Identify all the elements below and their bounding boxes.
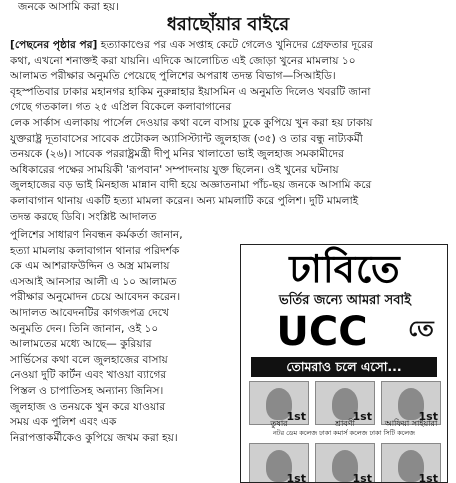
article-line-text: লেক সার্কাস এলাকায় পার্সেল দেওয়ার কথা বলে বাসায় ঢুকে কুপিয়ে খুন করা হয় ঢাকায় (10, 116, 373, 129)
previous-column-tail: জনকে আসামি করা হয়। (18, 1, 119, 13)
article-line-text: কলাবাগান থানায় একটি হত্যা মামলা করেন। অন্য মামলাটি করে পুলিশ। দুটি মামলাই (10, 194, 359, 207)
article-line (10, 178, 450, 194)
ad-subline: ভর্তির জন্যে আমরা সবাই (279, 293, 411, 308)
student-colleges: নটর ডেম কলেজ ঢাকা কমার্স কলেজ ঢাকা সিটি কলেজ (273, 429, 415, 437)
student-name: তুষার (270, 419, 288, 428)
article-line-text: তদন্ত করছে ডিবি। সংশ্লিষ্ট আদালত (10, 210, 157, 223)
rank-label: 1st (418, 410, 438, 423)
article-body (10, 38, 450, 225)
rank-label: 1st (286, 472, 306, 483)
rank-label: 1st (352, 472, 372, 483)
article-line-text: কথা, এখনো শনাক্তই করা যায়নি। এদিকে আলোচিত এই জোড়া খুনের মামলায় ১০ (10, 54, 356, 67)
advertisement-ucc (240, 244, 448, 483)
student-photo (315, 443, 375, 483)
column-line: জুলহাজ ও তনয়কে খুন করে যাওয়ার (10, 400, 166, 413)
column-line: এসআই আনসার আলী এ ১০ আলামত (10, 275, 177, 288)
rank-label: 1st (352, 410, 372, 423)
article-line (10, 116, 450, 132)
ad-brand-logo: UCC (276, 309, 368, 355)
column-line: সার্ভিসের কথা বলে জুলহাজের বাসায় (10, 353, 168, 366)
column-line: সময় এক পুলিশ এবং এক (10, 416, 117, 429)
student-photo (249, 443, 309, 483)
article-line-text: আলামত পরীক্ষার অনুমতি পেয়েছে পুলিশের অপরাধ তদন্ত বিভাগ—সিআইডি। (10, 70, 336, 83)
student-name: আফিয়া সাইয়ারা (384, 419, 438, 428)
article-line (10, 163, 450, 179)
article-line-text: অধিকারের পক্ষের সাময়িকী 'রূপবান' সম্পাদনায় যুক্ত ছিলেন। ওই খুনের ঘটনায় (10, 163, 339, 176)
column-line: নেওয়া দুটি কার্টন এবং খাওয়া ব্যাগের (10, 369, 167, 382)
student-photo (381, 443, 441, 483)
column-line: কে এম আশরাফউদ্দিন ও অস্ত্র মামলায় (10, 260, 170, 273)
rank-label: 1st (286, 410, 306, 423)
column-line: আদালত আবেদনটির কাগজপত্র দেখে (10, 306, 169, 319)
column-line: আলামতের মধ্যে আছে— কুরিয়ার (10, 338, 152, 351)
column-line: পিস্তল ও চাপাতিসহ অন্যান্য জিনিস। (10, 384, 164, 397)
column-line: হত্যা মামলায় কলাবাগান থানার পরিদর্শক (10, 244, 180, 257)
article-line-text: জুলহাজের বড় ভাই মিনহাজ মান্নান বাদী হয়ে অজ্ঞাতনামা পাঁচ-ছয় জনকে আসামি করে (10, 179, 372, 192)
article-line (10, 38, 450, 54)
article-line-text: বৃহস্পতিবার ঢাকার মহানগর হাকিম নুরুন্নাহার ইয়াসমিন এ অনুমতি দিলেও খবরটি জানা (10, 85, 371, 98)
article-line (10, 132, 450, 148)
article-line (10, 69, 450, 85)
article-line (10, 210, 450, 226)
article-line-text: গেছে গতকাল। গত ২৫ এপ্রিল বিকেলে কলাবাগানের (10, 101, 232, 114)
article-line (10, 85, 450, 101)
article-line (10, 54, 450, 70)
article-line (10, 194, 450, 210)
article-line-text: যুক্তরাষ্ট্র দূতাবাসের সাবেক প্রটোকল অ্যাসিস্ট্যান্ট জুলহাজ (৩৫) ও তার বন্ধু নাট্যকর্মী (10, 132, 363, 145)
ad-call-to-action: তোমরাও চলে এসো... (251, 357, 437, 377)
article-line-text: তনয়কে (২৬)। সাবেক পররাষ্ট্রমন্ত্রী দীপু মনির খালাতো ভাই জুলহাজ সমকামীদের (10, 148, 344, 161)
column-line: পুলিশের সাধারণ নিবন্ধন কর্মকর্তা জানান, (10, 229, 183, 241)
column-line: অনুমতি দেন। তিনি জানান, ওই ১০ (10, 322, 159, 335)
ad-brand-suffix: তে (408, 317, 434, 342)
article-lead-tag: [পেছনের পৃষ্ঠার পর] (10, 39, 98, 51)
article-headline: ধরাছোঁয়ার বাইরে (166, 14, 290, 35)
article-left-column (10, 228, 232, 446)
article-line (10, 147, 450, 163)
column-line: নিরাপত্তাকর্মীকেও কুপিয়ে জখম করা হয়। (10, 431, 178, 444)
rank-label: 1st (418, 472, 438, 483)
article-line-text: হত্যাকাণ্ডের পর এক সপ্তাহ কেটে গেলেও খুনিদের গ্রেফতার দূরের (100, 39, 373, 51)
article-line (10, 100, 450, 116)
student-name: শ্রাবণী (335, 419, 355, 428)
ad-hero-text: ঢাবিতে (289, 247, 401, 291)
column-line: পরীক্ষার অনুমোদন চেয়ে আবেদন করেন। (10, 291, 181, 304)
